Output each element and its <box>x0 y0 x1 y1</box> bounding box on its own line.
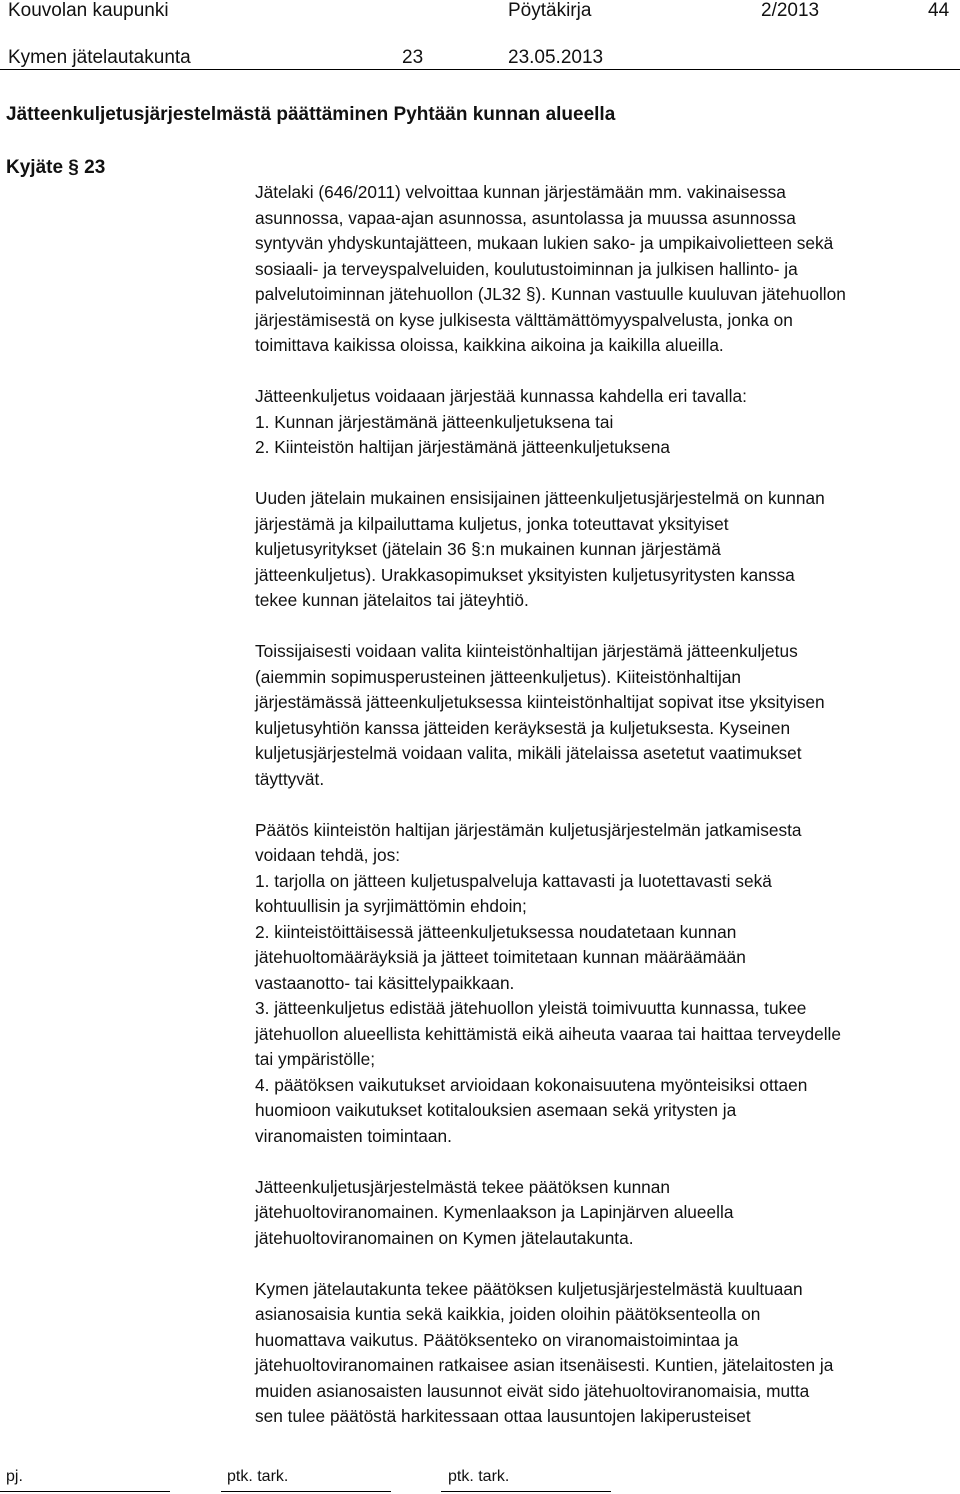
text-line: tekee kunnan jätelaitos tai jäteyhtiö. <box>255 590 529 610</box>
text-line: jätehuollon alueellista kehittämistä eikä aiheuta vaaraa tai haittaa terveydelle <box>255 1023 842 1044</box>
org-name: Kouvolan kaupunki <box>8 0 169 21</box>
doc-type: Pöytäkirja <box>508 0 592 21</box>
text-line: palvelutoiminnan jätehuollon (JL32 §). Kunnan vastuulle kuuluvan jätehuollon <box>255 284 846 304</box>
text-line: huomattava vaikutus. Päätöksenteko on viranomaistoimintaa ja <box>255 1329 739 1350</box>
section-label: Kyjäte § 23 <box>6 157 106 178</box>
section-number: 23 <box>402 47 424 68</box>
footer-initials: pj. <box>6 1468 23 1485</box>
text-line: 2. kiinteistöittäisessä jätteenkuljetuksessa noudatetaan kunnan <box>255 921 737 942</box>
paragraph <box>255 384 960 461</box>
text-line: 3. jätteenkuljetus edistää jätehuollon yleistä toimivuutta kunnassa, tukee <box>255 998 807 1018</box>
text-line: asianosaisia kuntia sekä kaikkia, joiden oloihin päätöksenteolla on <box>255 1304 761 1324</box>
text-line: kuljetusyhtiön kanssa jätteiden keräyksestä ja kuljetuksesta. Kyseinen <box>255 717 791 738</box>
paragraph <box>255 486 960 614</box>
text-line: 4. päätöksen vaikutukset arvioidaan kokonaisuutena myönteisiksi ottaen <box>255 1074 808 1095</box>
paragraph <box>255 180 960 359</box>
text-line: Jätteenkuljetus voidaaan järjestää kunnassa kahdella eri tavalla: <box>255 386 747 406</box>
text-line: sen tulee päätöstä harkitessaan ottaa lausuntojen lakiperusteiset <box>255 1406 751 1426</box>
text-line: muiden asianosaisten lausunnot eivät sido jätehuoltoviranomaisia, mutta <box>255 1380 810 1401</box>
text-line: viranomaisten toimintaan. <box>255 1125 452 1146</box>
paragraph <box>255 639 960 792</box>
text-line: vastaanotto- tai käsittelypaikkaan. <box>255 972 515 993</box>
text-line: jätehuoltoviranomainen. Kymenlaakson ja Lapinjärven alueella <box>255 1202 734 1222</box>
text-line: tai ympäristölle; <box>255 1049 376 1069</box>
initials-signature-line <box>0 1491 170 1492</box>
text-line: Jätelaki (646/2011) velvoittaa kunnan järjestämään mm. vakinaisessa <box>255 182 786 202</box>
text-line: kuljetusjärjestelmä voidaan valita, mikäli jätelaissa asetetut vaatimukset <box>255 743 802 763</box>
meeting-date: 23.05.2013 <box>508 47 604 68</box>
text-line: järjestämässä jätteenkuljetuksessa kiinteistönhaltijat sopivat itse yksityisen <box>255 692 825 712</box>
text-line: järjestämä ja kilpailuttama kuljetus, jonka toteuttavat yksityiset <box>255 513 729 534</box>
text-line: kuljetusyritykset (jätelain 36 §:n mukainen kunnan järjestämä <box>255 539 721 559</box>
text-line: täyttyvät. <box>255 768 325 789</box>
text-line: 2. Kiinteistön haltijan järjestämänä jätteenkuljetuksena <box>255 437 671 457</box>
text-line: huomioon vaikutukset kotitalouksien asemaan sekä yritysten ja <box>255 1100 737 1120</box>
text-line: sosiaali- ja terveyspalveluiden, koulutustoiminnan ja julkisen hallinto- ja <box>255 258 798 279</box>
paragraph <box>255 818 960 1150</box>
text-line: jätehuoltoviranomainen ratkaisee asian itsenäisesti. Kuntien, jätelaitosten ja <box>255 1355 834 1375</box>
footer-check-1: ptk. tark. <box>227 1468 289 1485</box>
text-line: jätteenkuljetus). Urakkasopimukset yksityisten kuljetusyritysten kanssa <box>255 564 795 585</box>
text-line: Toissijaisesti voidaan valita kiinteistönhaltijan järjestämä jätteenkuljetus <box>255 641 798 661</box>
text-line: Päätös kiinteistön haltijan järjestämän kuljetusjärjestelmän jatkamisesta <box>255 819 802 840</box>
text-line: toimittava kaikissa oloissa, kaikkina aikoina ja kaikilla alueilla. <box>255 335 724 355</box>
text-line: asunnossa, vapaa-ajan asunnossa, asuntolassa ja muussa asunnossa <box>255 207 796 228</box>
footer-check-2: ptk. tark. <box>448 1468 510 1485</box>
text-line: järjestämisestä on kyse julkisesta välttämättömyyspalvelusta, jonka on <box>255 309 793 330</box>
paragraph <box>255 1175 960 1252</box>
text-line: (aiemmin sopimusperusteinen jätteenkuljetus). Kiiteistönhaltijan <box>255 666 742 687</box>
text-line: syntyvän yhdyskuntajätteen, mukaan lukien sako- ja umpikaivolietteen sekä <box>255 233 834 253</box>
text-line: jätehuoltoviranomainen on Kymen jätelautakunta. <box>255 1227 634 1248</box>
header-rule <box>0 69 960 70</box>
text-line: Jätteenkuljetusjärjestelmästä tekee päätöksen kunnan <box>255 1176 671 1197</box>
document-body <box>255 180 960 1430</box>
paragraph <box>255 1277 960 1430</box>
page-number: 44 <box>928 0 950 21</box>
text-line: voidaan tehdä, jos: <box>255 845 401 865</box>
text-line: 1. Kunnan järjestämänä jätteenkuljetuksena tai <box>255 411 614 432</box>
doc-number: 2/2013 <box>761 0 820 21</box>
check2-signature-line <box>441 1491 611 1492</box>
board-name: Kymen jätelautakunta <box>8 47 191 68</box>
page-title: Jätteenkuljetusjärjestelmästä päättäminen Pyhtään kunnan alueella <box>6 104 616 125</box>
text-line: Kymen jätelautakunta tekee päätöksen kuljetusjärjestelmästä kuultuaan <box>255 1278 803 1299</box>
text-line: Uuden jätelain mukainen ensisijainen jätteenkuljetusjärjestelmä on kunnan <box>255 488 825 508</box>
text-line: kohtuullisin ja syrjimättömin ehdoin; <box>255 896 527 916</box>
check1-signature-line <box>221 1491 391 1492</box>
text-line: jätehuoltomääräyksiä ja jätteet toimitetaan kunnan määräämään <box>255 947 746 967</box>
text-line: 1. tarjolla on jätteen kuljetuspalveluja kattavasti ja luotettavasti sekä <box>255 870 772 891</box>
